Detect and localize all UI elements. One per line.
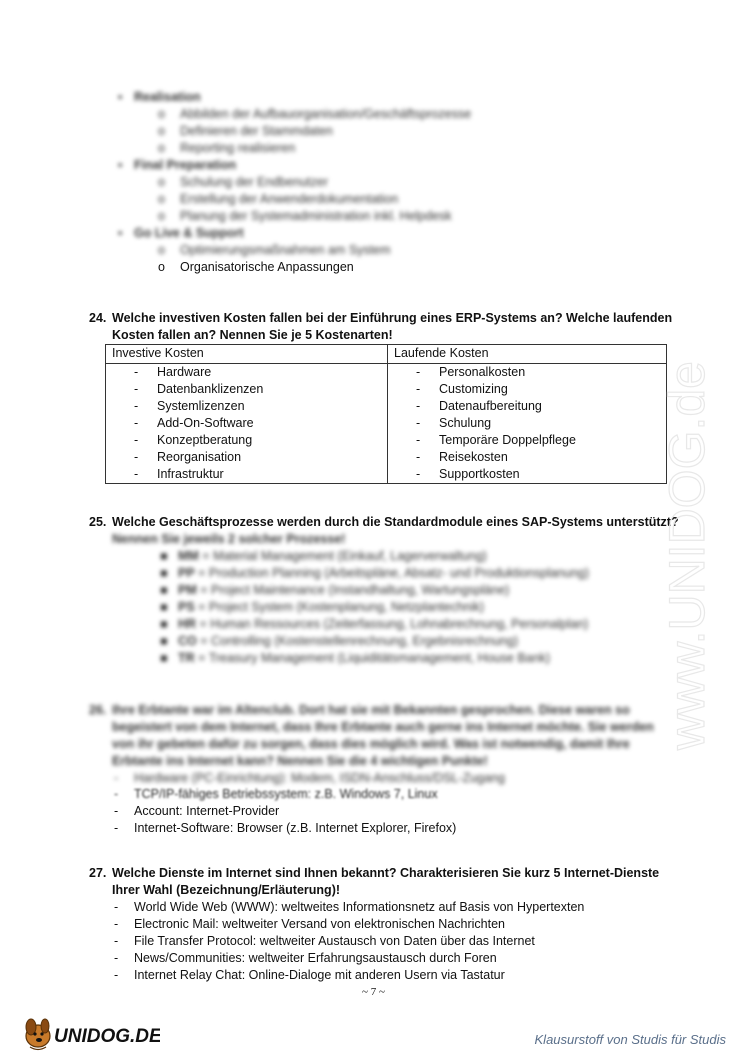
cost-table (105, 344, 667, 484)
list-item: TCP/IP-fähiges Betriebssystem: z.B. Windows 7, Linux (134, 787, 438, 801)
list-item: ■ PS = Project System (Kostenplanung, Netzplantechnik) (160, 600, 485, 614)
list-item: ■ MM = Material Management (Einkauf, Lagerverwaltung) (160, 549, 487, 563)
outline-sub-bullet: o (158, 243, 165, 257)
laufende-list (388, 364, 667, 484)
question-text: von ihr gebeten dafür zu sorgen, dass dies möglich wird. Was ist notwendig, damit Ihre (112, 737, 630, 751)
outline-sub-bullet: o (158, 107, 165, 121)
question-text: begeistert von dem Internet, dass Ihre Erbtante auch gerne ins Internet möchte. Sie werden (112, 720, 654, 734)
list-item: Internet-Software: Browser (z.B. Internet Explorer, Firefox) (134, 821, 457, 835)
list-item: - Reorganisation (134, 450, 242, 464)
list-item: ■ HR = Human Ressources (Zeiterfassung, Lohnabrechnung, Personalplan) (160, 617, 589, 631)
dash: - (114, 787, 119, 801)
outline-heading: Realisation (134, 90, 201, 104)
investive-list (106, 364, 388, 484)
logo-text: UNIDOG.DE (54, 1026, 160, 1047)
dash: - (114, 821, 119, 835)
outline-sub: Optimierungsmaßnahmen am System (180, 243, 391, 257)
outline-sub-bullet: o (158, 141, 165, 155)
sap-module-list (160, 548, 589, 667)
question-text: Ihre Erbtante war im Altenclub. Dort hat sie mit Bekannten gesprochen. Diese waren so (112, 703, 630, 717)
outline-sub: Erstellung der Anwenderdokumentation (180, 192, 399, 206)
unidog-logo[interactable] (20, 1010, 160, 1057)
list-item: - Datenbanklizenzen (134, 382, 264, 396)
list-item: - Add-On-Software (134, 416, 254, 430)
dash: - (114, 771, 119, 785)
question-number: 27. (89, 866, 107, 880)
list-item: World Wide Web (WWW): weltweites Informationsnetz auf Basis von Hypertexten (134, 900, 585, 914)
dog-icon (26, 1019, 50, 1050)
question-text: Ihrer Wahl (Bezeichnung/Erläuterung)! (112, 883, 341, 897)
outline-sub: Schulung der Endbenutzer (180, 175, 329, 189)
dash: - (114, 951, 119, 965)
list-item: ■ PP = Production Planning (Arbeitspläne, Absatz- und Produktionsplanung) (160, 566, 590, 580)
list-item: Account: Internet-Provider (134, 804, 280, 818)
list-item: - Schulung (416, 416, 492, 430)
question-text: Erbtante ins Internet kann? Nennen Sie die 4 wichtigen Punkte! (112, 754, 488, 768)
watermark (640, 250, 740, 770)
table-header-laufende: Laufende Kosten (388, 345, 667, 364)
list-item: - Hardware (134, 365, 212, 379)
list-item: - Konzeptberatung (134, 433, 253, 447)
list-item: - Datenaufbereitung (416, 399, 542, 413)
table-header-investive: Investive Kosten (106, 345, 388, 364)
dash: - (114, 900, 119, 914)
outline-bullet: ▪ (118, 226, 123, 240)
outline-sub-bullet: o (158, 124, 165, 138)
outline-bullet: ▪ (118, 90, 123, 104)
list-item: Internet Relay Chat: Online-Dialoge mit anderen Usern via Tastatur (134, 968, 505, 982)
question-text: Nennen Sie jeweils 2 solcher Prozesse! (112, 532, 346, 546)
outline-sub: Definieren der Stammdaten (180, 124, 333, 138)
outline-sub: Reporting realisieren (180, 141, 296, 155)
question-number: 26. (89, 703, 107, 717)
list-item: - Infrastruktur (134, 467, 224, 481)
outline-heading: Final Preparation (134, 158, 237, 172)
dash: - (114, 934, 119, 948)
page-number: ~ 7 ~ (362, 986, 385, 998)
footer-slogan: Klausurstoff von Studis für Studis (534, 1032, 726, 1047)
outline-sub: Abbilden der Aufbauorganisation/Geschäftsprozesse (180, 107, 472, 121)
outline-sub-bullet: o (158, 192, 165, 206)
list-item: ■ CO = Controlling (Kostenstellenrechnung, Ergebnisrechnung) (160, 634, 519, 648)
outline-sub-bullet: o (158, 260, 165, 274)
question-number: 25. (89, 515, 107, 529)
question-text: Welche Geschäftsprozesse werden durch die Standardmodule eines SAP-Systems unterstützt? (112, 515, 679, 529)
watermark-text: www.UNIDOG.de (659, 361, 715, 750)
dash: - (114, 917, 119, 931)
question-text: Welche investiven Kosten fallen bei der Einführung eines ERP-Systems an? Welche laufenden (112, 311, 673, 325)
list-item: ■ PM = Project Maintenance (Instandhaltung, Wartungspläne) (160, 583, 510, 597)
question-text: Welche Dienste im Internet sind Ihnen bekannt? Charakterisieren Sie kurz 5 Internet-Dienste (112, 866, 660, 880)
list-item: - Systemlizenzen (134, 399, 245, 413)
outline-last-sub: Organisatorische Anpassungen (180, 260, 354, 274)
list-item: - Personalkosten (416, 365, 526, 379)
list-item: Electronic Mail: weltweiter Versand von elektronischen Nachrichten (134, 917, 506, 931)
outline-sub: Planung der Systemadministration inkl. Helpdesk (180, 209, 452, 223)
list-item: - Reisekosten (416, 450, 508, 464)
list-item: - Temporäre Doppelpflege (416, 433, 576, 447)
outline-sub-bullet: o (158, 175, 165, 189)
list-item: - Supportkosten (416, 467, 520, 481)
outline-sub-bullet: o (158, 209, 165, 223)
question-text: Kosten fallen an? Nennen Sie je 5 Kostenarten! (112, 328, 393, 342)
list-item: News/Communities: weltweiter Erfahrungsaustausch durch Foren (134, 951, 497, 965)
question-number: 24. (89, 311, 107, 325)
list-item: - Customizing (416, 382, 508, 396)
dash: - (114, 968, 119, 982)
dash: - (114, 804, 119, 818)
outline-heading: Go Live & Support (134, 226, 244, 240)
list-item: ■ TR = Treasury Management (Liquiditätsmanagement, House Bank) (160, 651, 551, 665)
list-item: Hardware (PC-Einrichtung): Modem, ISDN-Anschluss/DSL-Zugang (134, 771, 505, 785)
list-item: File Transfer Protocol: weltweiter Austausch von Daten über das Internet (134, 934, 535, 948)
outline-bullet: ▪ (118, 158, 123, 172)
